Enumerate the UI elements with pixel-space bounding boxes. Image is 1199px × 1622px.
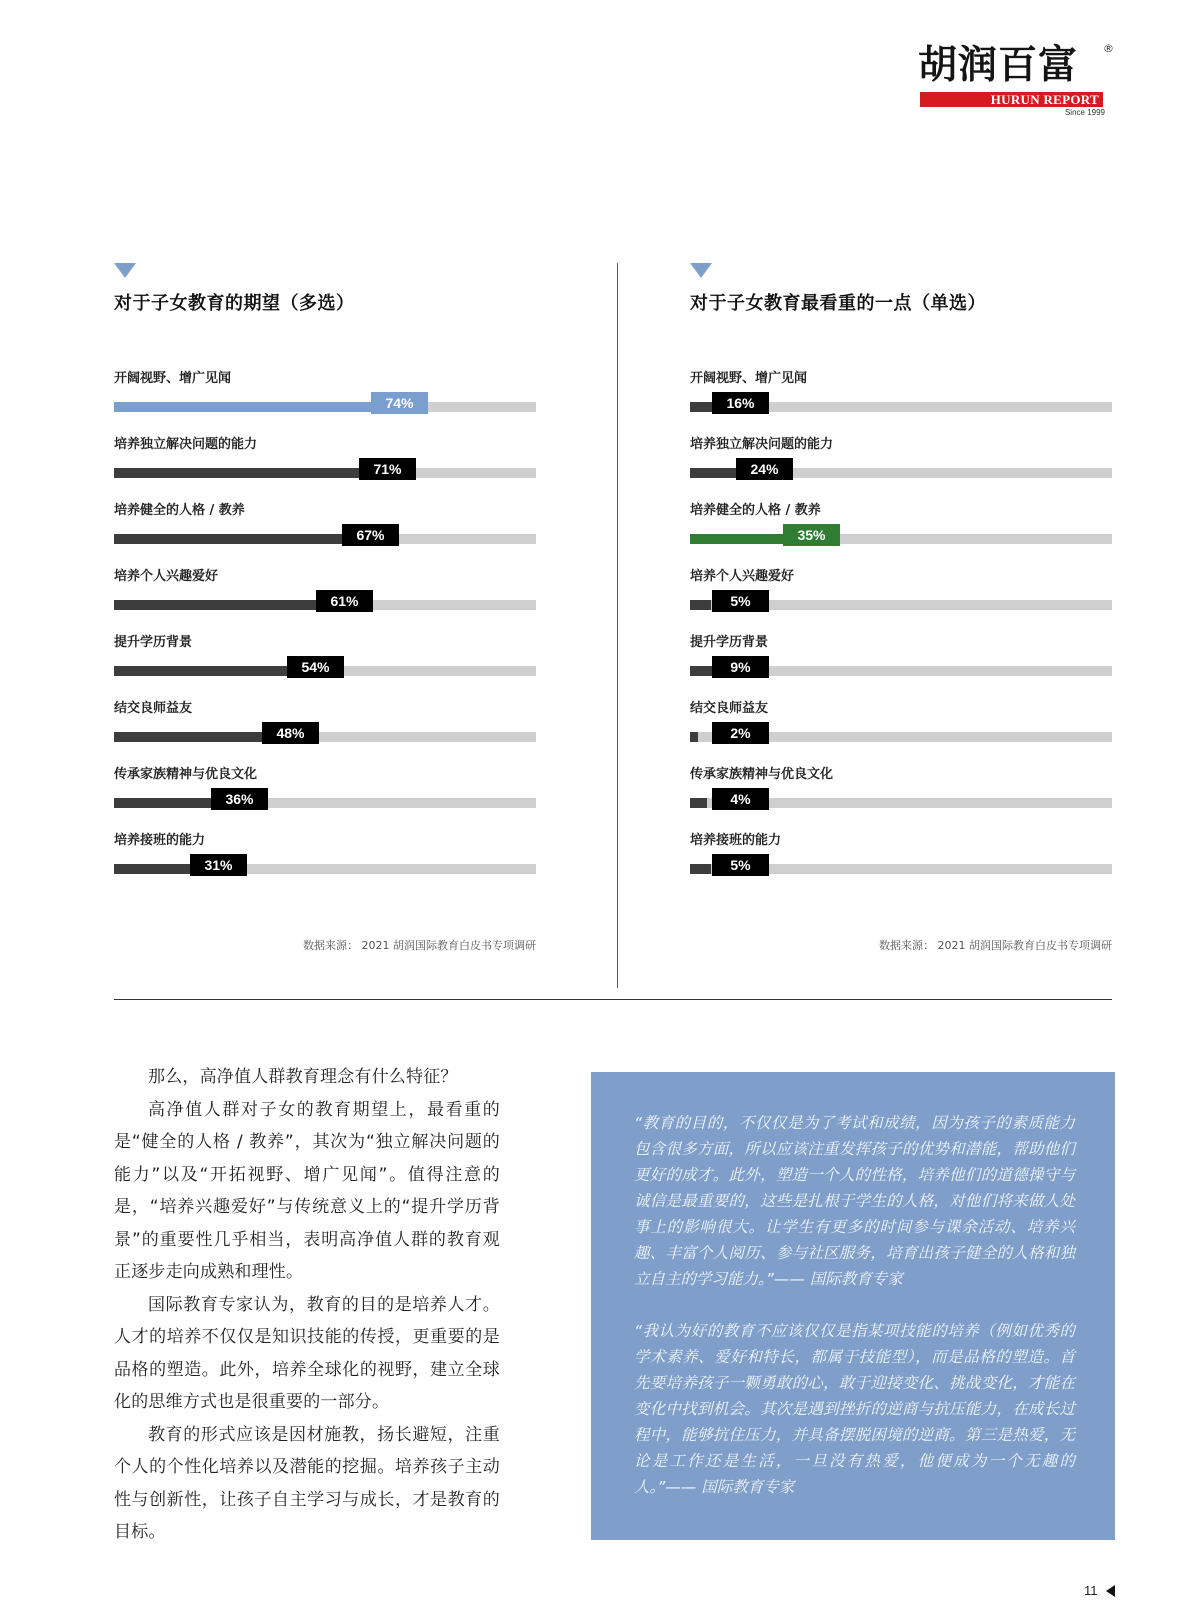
bar-label: 培养健全的人格 / 教养: [114, 503, 245, 518]
bar-value-label: 67%: [342, 524, 399, 546]
bar-track: [114, 725, 536, 742]
bar-row: [114, 697, 536, 753]
bar-value-label: 9%: [712, 656, 769, 678]
bar-track: [114, 659, 536, 676]
page-arrow-icon: [1106, 1585, 1115, 1597]
bar-track: [114, 395, 536, 412]
bar-label: 培养个人兴趣爱好: [690, 569, 795, 584]
chart-source-note: 数据来源： 2021 胡润国际教育白皮书专项调研: [303, 939, 536, 952]
bar-row: [114, 763, 536, 819]
bar-label: 培养独立解决问题的能力: [114, 437, 258, 452]
bar-value-label: 74%: [371, 392, 428, 414]
bar-row: [114, 499, 536, 555]
horizontal-divider: [114, 999, 1112, 1000]
body-paragraph: 那么，高净值人群教育理念有什么特征？: [148, 1067, 458, 1087]
bar-row: [114, 433, 536, 489]
bar-value-label: 48%: [262, 722, 319, 744]
bar-track: [690, 857, 1112, 874]
bar-row: [690, 829, 1112, 885]
bar-value-label: 35%: [783, 524, 840, 546]
body-paragraph: 国际教育专家认为，教育的目的是培养人才。人才的培养不仅仅是知识技能的传授，更重要的是品格的塑造。此外，培养全球化的视野，建立全球化的思维方式也是很重要的一部分。: [114, 1294, 500, 1412]
chart-source-note: 数据来源： 2021 胡润国际教育白皮书专项调研: [879, 939, 1112, 952]
bar-track: [690, 725, 1112, 742]
hurun-logo: [918, 42, 1114, 122]
bar-row: [690, 499, 1112, 555]
vertical-divider: [617, 263, 618, 988]
bar-row: [114, 367, 536, 423]
bar-label: 结交良师益友: [690, 701, 769, 716]
bar-value-label: 2%: [712, 722, 769, 744]
bar-track: [114, 857, 536, 874]
bar-value-label: 5%: [712, 854, 769, 876]
bar-track: [690, 527, 1112, 544]
logo-english-banner: HURUN REPORT: [920, 92, 1103, 107]
bar-track: [114, 527, 536, 544]
bar-label: 培养接班的能力: [690, 833, 782, 848]
bar-track: [114, 593, 536, 610]
bar-row: [114, 565, 536, 621]
bar-fill: [690, 732, 698, 742]
registered-mark: ®: [1103, 42, 1114, 55]
bar-label: 提升学历背景: [114, 635, 193, 650]
bar-row: [114, 631, 536, 687]
bar-row: [690, 763, 1112, 819]
bar-label: 开阔视野、增广见闻: [114, 371, 232, 386]
logo-since: Since 1999: [1064, 108, 1105, 117]
bar-row: [690, 565, 1112, 621]
bar-row: [690, 367, 1112, 423]
chart-expectations-multi: [114, 263, 540, 963]
bar-value-label: 24%: [736, 458, 793, 480]
bar-label: 提升学历背景: [690, 635, 769, 650]
triangle-marker-icon: [114, 263, 136, 278]
bar-fill: [690, 600, 711, 610]
bar-label: 培养个人兴趣爱好: [114, 569, 219, 584]
bar-track: [114, 461, 536, 478]
bar-value-label: 16%: [712, 392, 769, 414]
bar-fill: [690, 864, 711, 874]
bar-fill: [690, 798, 707, 808]
chart-title: 对于子女教育最看重的一点（单选）: [690, 293, 986, 314]
bar-label: 培养独立解决问题的能力: [690, 437, 834, 452]
bar-row: [690, 697, 1112, 753]
triangle-marker-icon: [690, 263, 712, 278]
bar-value-label: 54%: [287, 656, 344, 678]
bar-track: [690, 593, 1112, 610]
bar-label: 培养健全的人格 / 教养: [690, 503, 821, 518]
chart-priority-single: [690, 263, 1116, 963]
bar-track: [690, 395, 1112, 412]
expert-quote: “我认为好的教育不应该仅仅是指某项技能的培养（例如优秀的学术素养、爱好和特长，都属于技能型），而是品格的塑造。首先要培养孩子一颗勇敢的心，敢于迎接变化、挑战变化，才能在变化中找到机会。其次是遇到挫折的逆商与抗压能力，在成长过程中，能够抗住压力，并具备摆脱困境的逆商。第三是热爱，无论是工作还是生活，一旦没有热爱，他便成为一个无趣的人。”—— 国际教育专家: [634, 1322, 1075, 1496]
body-paragraph: 教育的形式应该是因材施教，扬长避短，注重个人的个性化培养以及潜能的挖掘。培养孩子主动性与创新性，让孩子自主学习与成长，才是教育的目标。: [114, 1424, 500, 1542]
bar-value-label: 61%: [316, 590, 373, 612]
bar-track: [690, 659, 1112, 676]
chart-title: 对于子女教育的期望（多选）: [114, 293, 355, 314]
bar-value-label: 5%: [712, 590, 769, 612]
bar-value-label: 31%: [190, 854, 247, 876]
bar-row: [690, 631, 1112, 687]
bar-value-label: 71%: [359, 458, 416, 480]
page-number: 11: [1084, 1583, 1098, 1598]
bar-value-label: 36%: [211, 788, 268, 810]
bar-row: [690, 433, 1112, 489]
bar-track: [114, 791, 536, 808]
bar-track: [690, 791, 1112, 808]
expert-quote: “教育的目的，不仅仅是为了考试和成绩，因为孩子的素质能力包含很多方面，所以应该注重发挥孩子的优势和潜能，帮助他们更好的成才。此外，塑造一个人的性格，培养他们的道德操守与诚信是最重要的，这些是扎根于学生的人格，对他们将来做人处事上的影响很大。让学生有更多的时间参与课余活动、培养兴趣、丰富个人阅历、参与社区服务，培育出孩子健全的人格和独立自主的学习能力。”—— 国际教育专家: [634, 1114, 1075, 1288]
bar-track: [690, 461, 1112, 478]
body-paragraph: 高净值人群对子女的教育期望上，最看重的是“健全的人格 / 教养”，其次为“独立解决问题的能力”以及“开拓视野、增广见闻”。值得注意的是，“培养兴趣爱好”与传统意义上的“提升学历背景”的重要性几乎相当，表明高净值人群的教育观正逐步走向成熟和理性。: [114, 1099, 500, 1282]
bar-label: 结交良师益友: [114, 701, 193, 716]
body-text: [114, 1061, 500, 1549]
logo-chinese-name: 胡润百富: [918, 43, 1079, 88]
bar-label: 传承家族精神与优良文化: [114, 767, 258, 782]
bar-row: [114, 829, 536, 885]
bar-label: 开阔视野、增广见闻: [690, 371, 808, 386]
bar-label: 培养接班的能力: [114, 833, 206, 848]
bar-value-label: 4%: [712, 788, 769, 810]
expert-quote-box: [591, 1072, 1115, 1540]
bar-label: 传承家族精神与优良文化: [690, 767, 834, 782]
